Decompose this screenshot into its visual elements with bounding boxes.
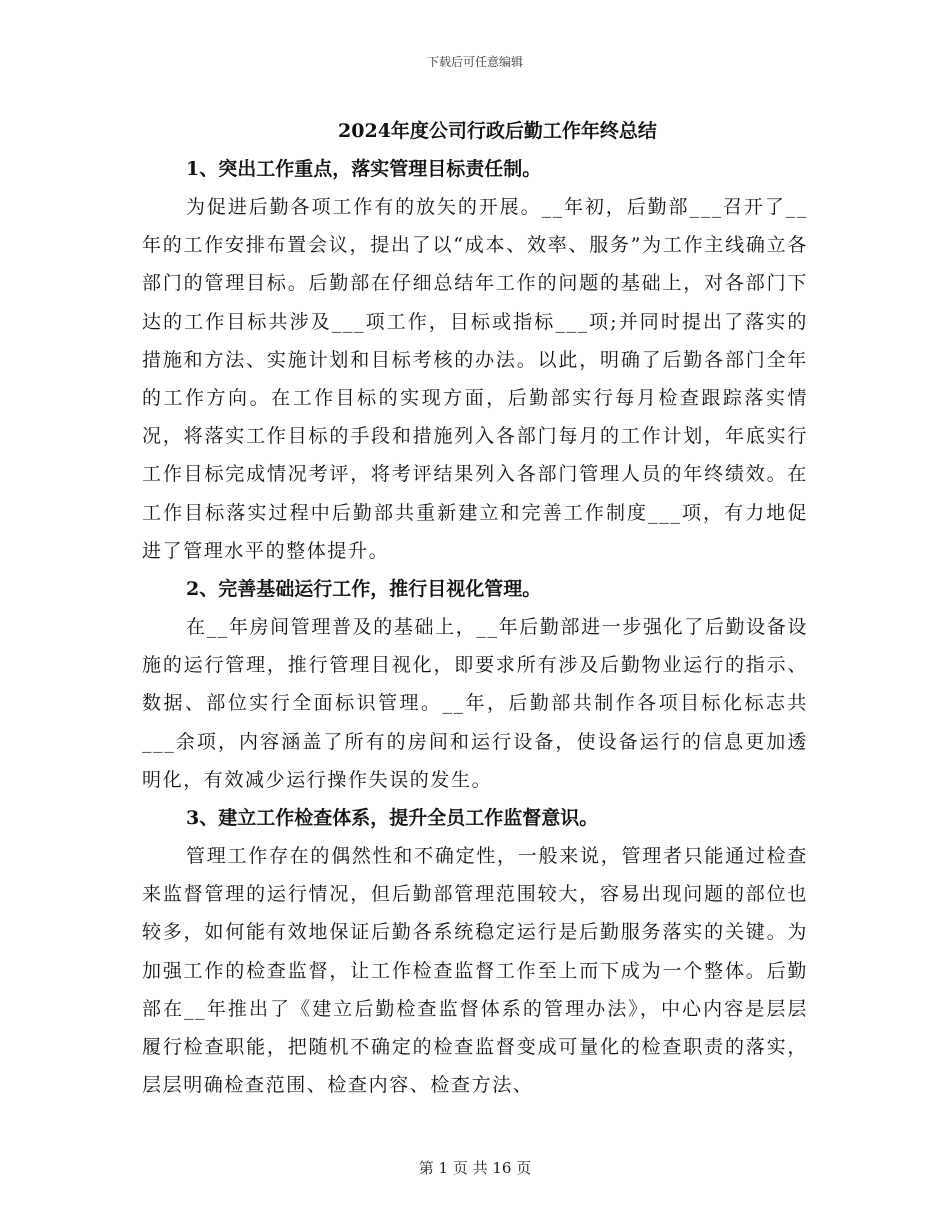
section-heading-2: 2、完善基础运行工作，推行目视化管理。 [186, 578, 542, 601]
header-note: 下载后可任意编辑 [426, 55, 523, 69]
section-paragraph-3: 管理工作存在的偶然性和不确定性，一般来说，管理者只能通过检查来监督管理的运行情况，但后勤部管理范围较大，容易出现问题的部位也较多，如何能有效地保证后勤各系统稳定运行是后勤服务落实的关键。为加强工作的检查监督，让工作检查监督工作至上而下成为一个整体。后勤部在__年推出了《建立后勤检查监督体系的管理办法》，中心内容是层层履行检查职能，把随机不确定的检查监督变成可量化的检查职责的落实，层层明确检查范围、检查内容、检查方法、 [142, 845, 808, 1097]
section-paragraph-1: 为促进后勤各项工作有的放矢的开展。__年初，后勤部___召开了__年的工作安排布置会议，提出了以“成本、效率、服务”为工作主线确立各部门的管理目标。后勤部在仔细总结年工作的问题的基础上，对各部门下达的工作目标共涉及___项工作，目标或指标___项;并同时提出了落实的措施和方法、实施计划和目标考核的办法。以此，明确了后勤各部门全年的工作方向。在工作目标的实现方面，后勤部实行每月检查跟踪落实情况，将落实工作目标的手段和措施列入各部门每月的工作计划，年底实行工作目标完成情况考评，将考评结果列入各部门管理人员的年终绩效。在工作目标落实过程中后勤部共重新建立和完善工作制度___项，有力地促进了管理水平的整体提升。 [142, 196, 808, 562]
section-paragraph-2: 在__年房间管理普及的基础上，__年后勤部进一步强化了后勤设备设施的运行管理，推行管理目视化，即要求所有涉及后勤物业运行的指示、数据、部位实行全面标识管理。__年，后勤部共制作各项目标化标志共___余项，内容涵盖了所有的房间和运行设备，使设备运行的信息更加透明化，有效减少运行操作失误的发生。 [142, 616, 808, 791]
section-heading-3: 3、建立工作检查体系，提升全员工作监督意识。 [186, 807, 599, 830]
section-heading-1: 1、突出工作重点，落实管理目标责任制。 [186, 158, 542, 180]
document-title: 2024年度公司行政后勤工作年终总结 [338, 120, 657, 142]
document-body [142, 150, 808, 1104]
page-footer: 第 1 页 共 16 页 [418, 1159, 532, 1177]
